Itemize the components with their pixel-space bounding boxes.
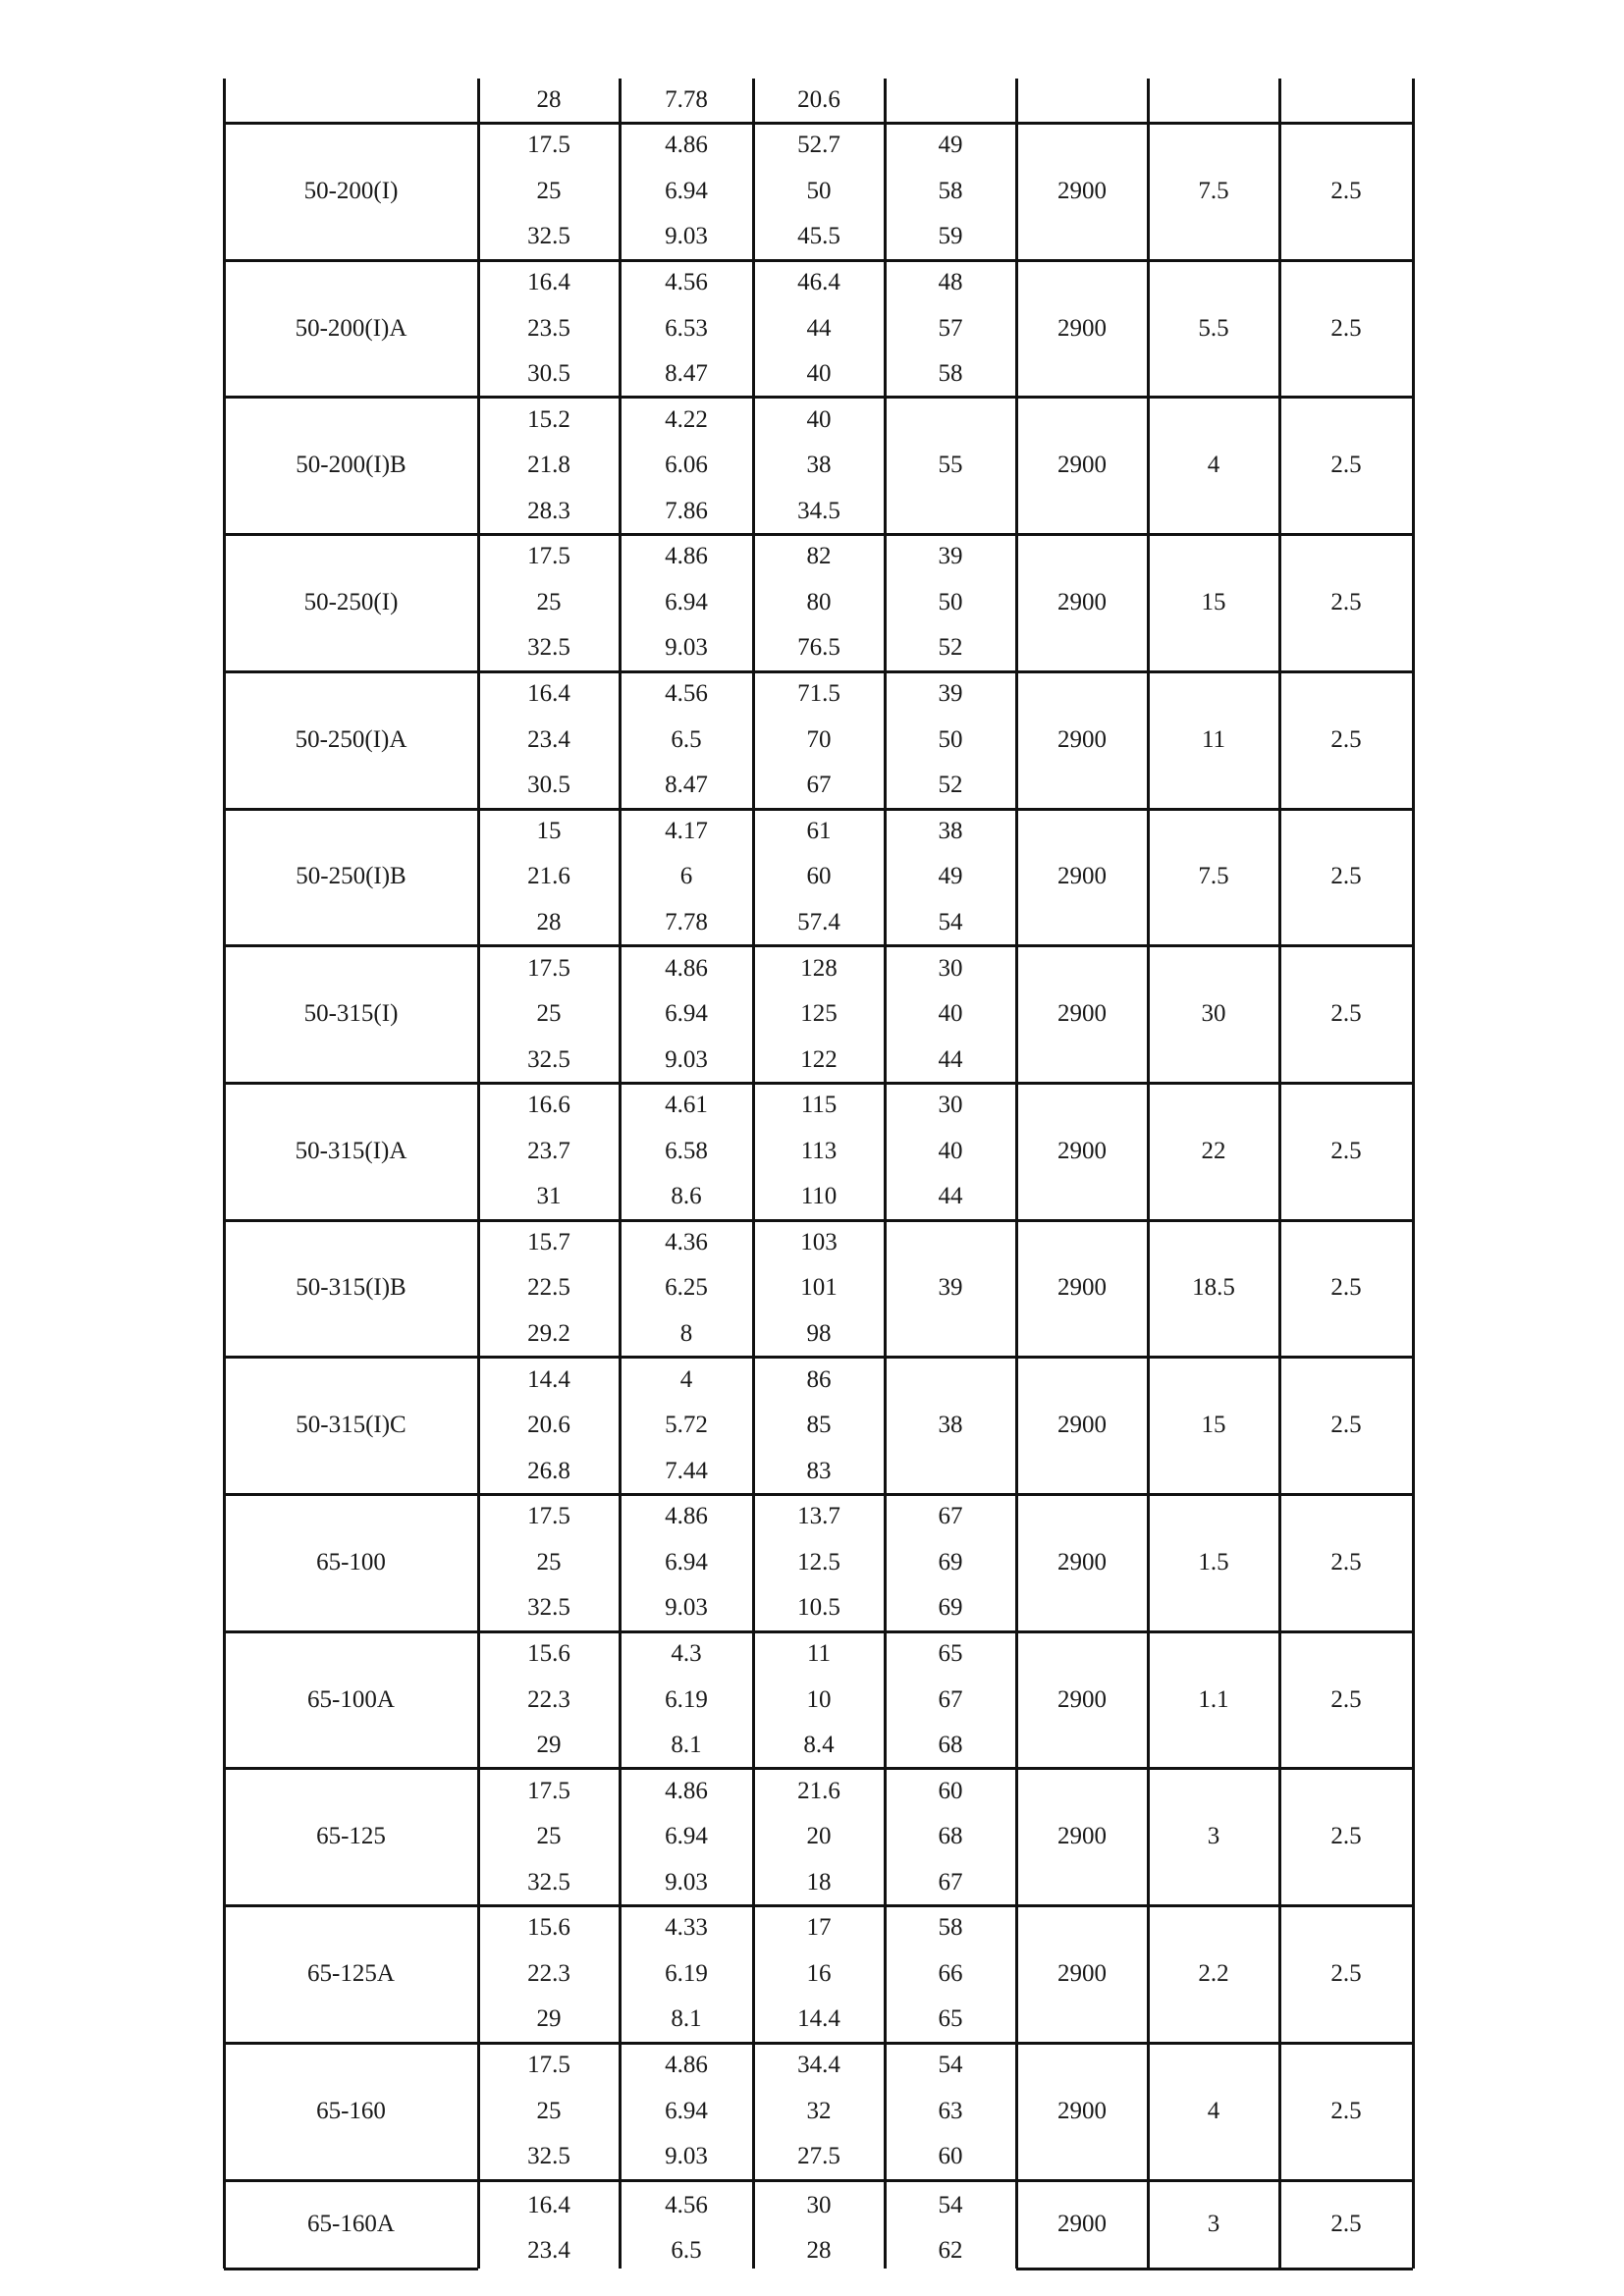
power-cell: 1.5: [1198, 1548, 1229, 1575]
flow-m3h-cell: 17.5: [527, 543, 570, 570]
flow-ls-cell: 4.86: [665, 1503, 708, 1530]
flow-m3h-cell: 16.4: [527, 2191, 570, 2218]
speed-cell: 2900: [1057, 1000, 1107, 1028]
head-cell: 10.5: [797, 1594, 840, 1622]
flow-ls-cell: 8.47: [665, 772, 708, 799]
flow-ls-cell: 9.03: [665, 1868, 708, 1896]
flow-ls-cell: 7.78: [665, 908, 708, 935]
head-cell: 38: [806, 452, 832, 479]
column-divider: [619, 79, 622, 2269]
flow-ls-cell: 4.36: [665, 1228, 708, 1255]
flow-ls-cell: 6.25: [665, 1274, 708, 1302]
flow-m3h-cell: 32.5: [527, 223, 570, 250]
power-cell: 4: [1207, 2097, 1220, 2124]
flow-m3h-cell: 25: [536, 1823, 562, 1850]
flow-m3h-cell: 29.2: [527, 1319, 570, 1347]
flow-ls-cell: 4.56: [665, 680, 708, 708]
column-divider: [884, 79, 887, 2269]
flow-ls-cell: 6.94: [665, 1823, 708, 1850]
flow-ls-cell: 4.86: [665, 954, 708, 982]
column-divider: [1015, 79, 1018, 2269]
speed-cell: 2900: [1057, 1137, 1107, 1164]
flow-ls-cell: 4.86: [665, 132, 708, 159]
power-cell: 22: [1201, 1137, 1226, 1164]
power-cell: 30: [1201, 1000, 1226, 1028]
flow-m3h-cell: 30.5: [527, 772, 570, 799]
head-cell: 13.7: [797, 1503, 840, 1530]
efficiency-cell: 55: [938, 452, 963, 479]
head-cell: 27.5: [797, 2143, 840, 2170]
head-cell: 113: [800, 1137, 838, 1164]
flow-m3h-cell: 17.5: [527, 954, 570, 982]
efficiency-cell: 54: [938, 908, 963, 935]
flow-m3h-cell: 20.6: [527, 1412, 570, 1439]
npsh-cell: 2.5: [1330, 2097, 1362, 2124]
flow-ls-cell: 7.44: [665, 1457, 708, 1484]
head-cell: 67: [806, 772, 832, 799]
efficiency-cell: 49: [938, 863, 963, 890]
efficiency-cell: 69: [938, 1594, 963, 1622]
efficiency-cell: 58: [938, 360, 963, 388]
flow-m3h-cell: 15.6: [527, 1914, 570, 1942]
efficiency-cell: 60: [938, 2143, 963, 2170]
flow-m3h-cell: 32.5: [527, 634, 570, 662]
flow-m3h-cell: 14.4: [527, 1365, 570, 1393]
head-cell: 61: [806, 817, 832, 844]
head-cell: 20: [806, 1823, 832, 1850]
flow-ls-cell: 4.56: [665, 2191, 708, 2218]
flow-ls-cell: 6.19: [665, 1685, 708, 1713]
efficiency-cell: 48: [938, 269, 963, 296]
flow-m3h-cell: 15.6: [527, 1640, 570, 1668]
head-cell: 40: [806, 360, 832, 388]
efficiency-cell: 44: [938, 1045, 963, 1073]
efficiency-cell: 49: [938, 132, 963, 159]
power-cell: 5.5: [1198, 314, 1229, 342]
efficiency-cell: 63: [938, 2097, 963, 2124]
row-divider: [224, 944, 1413, 947]
column-divider: [223, 79, 226, 2269]
head-cell: 71.5: [797, 680, 840, 708]
flow-ls-cell: 4.22: [665, 405, 708, 433]
flow-ls-cell: 7.86: [665, 497, 708, 524]
flow-m3h-cell: 29: [536, 1732, 562, 1759]
flow-m3h-cell: 15: [536, 817, 562, 844]
efficiency-cell: 54: [938, 2191, 963, 2218]
model-cell: 50-200(I)A: [295, 314, 407, 342]
power-cell: 4: [1207, 452, 1220, 479]
speed-cell: 2900: [1057, 177, 1107, 204]
power-cell: 3: [1207, 2210, 1220, 2237]
efficiency-cell: 67: [938, 1868, 963, 1896]
flow-ls-cell: 9.03: [665, 2143, 708, 2170]
efficiency-cell: 50: [938, 588, 963, 615]
power-cell: 11: [1201, 725, 1226, 753]
npsh-cell: 2.5: [1330, 1000, 1362, 1028]
speed-cell: 2900: [1057, 452, 1107, 479]
npsh-cell: 2.5: [1330, 863, 1362, 890]
head-cell: 32: [806, 2097, 832, 2124]
model-cell: 50-315(I)B: [296, 1274, 406, 1302]
head-cell: 76.5: [797, 634, 840, 662]
head-cell: 11: [806, 1640, 832, 1668]
speed-cell: 2900: [1057, 1959, 1107, 1987]
head-cell: 10: [806, 1685, 832, 1713]
flow-m3h-cell: 22.5: [527, 1274, 570, 1302]
flow-ls-cell: 8.1: [671, 2005, 702, 2033]
head-cell: 17: [806, 1914, 832, 1942]
power-cell: 15: [1201, 1412, 1226, 1439]
flow-ls-cell: 7.78: [665, 86, 708, 113]
flow-m3h-cell: 32.5: [527, 1045, 570, 1073]
efficiency-cell: 52: [938, 634, 963, 662]
row-divider: [224, 1630, 1413, 1633]
flow-ls-cell: 6.94: [665, 1548, 708, 1575]
power-cell: 3: [1207, 1823, 1220, 1850]
row-divider: [224, 1767, 1413, 1770]
head-cell: 20.6: [797, 86, 840, 113]
head-cell: 101: [800, 1274, 838, 1302]
flow-ls-cell: 4.17: [665, 817, 708, 844]
power-cell: 18.5: [1192, 1274, 1235, 1302]
model-cell: 50-200(I): [303, 177, 399, 204]
flow-ls-cell: 8.47: [665, 360, 708, 388]
flow-m3h-cell: 28: [536, 908, 562, 935]
efficiency-cell: 66: [938, 1959, 963, 1987]
flow-m3h-cell: 16.4: [527, 269, 570, 296]
row-divider: [224, 2179, 1413, 2182]
flow-m3h-cell: 28.3: [527, 497, 570, 524]
power-cell: 1.1: [1198, 1685, 1229, 1713]
head-cell: 46.4: [797, 269, 840, 296]
head-cell: 16: [806, 1959, 832, 1987]
speed-cell: 2900: [1057, 1274, 1107, 1302]
efficiency-cell: 39: [938, 680, 963, 708]
speed-cell: 2900: [1057, 725, 1107, 753]
column-divider: [1412, 79, 1415, 2269]
flow-ls-cell: 5.72: [665, 1412, 708, 1439]
efficiency-cell: 58: [938, 177, 963, 204]
npsh-cell: 2.5: [1330, 588, 1362, 615]
flow-ls-cell: 6.19: [665, 1959, 708, 1987]
model-cell: 50-315(I)C: [296, 1412, 406, 1439]
flow-m3h-cell: 23.4: [527, 2237, 570, 2264]
head-cell: 103: [800, 1228, 838, 1255]
column-divider: [477, 79, 480, 2269]
flow-m3h-cell: 28: [536, 86, 562, 113]
model-cell: 65-160: [316, 2097, 386, 2124]
head-cell: 18: [806, 1868, 832, 1896]
efficiency-cell: 38: [938, 1412, 963, 1439]
model-cell: 50-250(I): [303, 588, 399, 615]
speed-cell: 2900: [1057, 1685, 1107, 1713]
npsh-cell: 2.5: [1330, 452, 1362, 479]
head-cell: 83: [806, 1457, 832, 1484]
flow-m3h-cell: 31: [536, 1183, 562, 1210]
row-divider: [224, 1356, 1413, 1359]
table-bottom-border: [224, 2268, 478, 2270]
flow-ls-cell: 6.94: [665, 2097, 708, 2124]
npsh-cell: 2.5: [1330, 1137, 1362, 1164]
speed-cell: 2900: [1057, 314, 1107, 342]
head-cell: 52.7: [797, 132, 840, 159]
row-divider: [224, 259, 1413, 262]
flow-ls-cell: 9.03: [665, 223, 708, 250]
flow-ls-cell: 6.5: [671, 2237, 702, 2264]
efficiency-cell: 39: [938, 1274, 963, 1302]
efficiency-cell: 50: [938, 725, 963, 753]
efficiency-cell: 30: [938, 954, 963, 982]
head-cell: 44: [806, 314, 832, 342]
head-cell: 45.5: [797, 223, 840, 250]
flow-m3h-cell: 15.7: [527, 1228, 570, 1255]
flow-ls-cell: 4.86: [665, 543, 708, 570]
speed-cell: 2900: [1057, 863, 1107, 890]
flow-m3h-cell: 17.5: [527, 1777, 570, 1804]
flow-m3h-cell: 32.5: [527, 1594, 570, 1622]
flow-m3h-cell: 23.7: [527, 1137, 570, 1164]
model-cell: 50-315(I)A: [295, 1137, 407, 1164]
npsh-cell: 2.5: [1330, 1548, 1362, 1575]
head-cell: 125: [800, 1000, 838, 1028]
flow-m3h-cell: 21.8: [527, 452, 570, 479]
speed-cell: 2900: [1057, 1823, 1107, 1850]
efficiency-cell: 62: [938, 2237, 963, 2264]
flow-ls-cell: 6.06: [665, 452, 708, 479]
flow-ls-cell: 6.94: [665, 588, 708, 615]
row-divider: [224, 533, 1413, 536]
flow-ls-cell: 6.58: [665, 1137, 708, 1164]
flow-m3h-cell: 26.8: [527, 1457, 570, 1484]
flow-ls-cell: 8: [679, 1319, 693, 1347]
head-cell: 98: [806, 1319, 832, 1347]
flow-ls-cell: 4.56: [665, 269, 708, 296]
head-cell: 14.4: [797, 2005, 840, 2033]
row-divider: [224, 1904, 1413, 1907]
power-cell: 2.2: [1198, 1959, 1229, 1987]
flow-m3h-cell: 25: [536, 1000, 562, 1028]
efficiency-cell: 58: [938, 1914, 963, 1942]
model-cell: 50-250(I)B: [296, 863, 406, 890]
flow-ls-cell: 6.53: [665, 314, 708, 342]
flow-ls-cell: 4: [679, 1365, 693, 1393]
flow-m3h-cell: 21.6: [527, 863, 570, 890]
power-cell: 7.5: [1198, 177, 1229, 204]
flow-ls-cell: 9.03: [665, 1594, 708, 1622]
head-cell: 60: [806, 863, 832, 890]
efficiency-cell: 59: [938, 223, 963, 250]
model-cell: 65-125: [316, 1823, 386, 1850]
head-cell: 82: [806, 543, 832, 570]
row-divider: [224, 1219, 1413, 1222]
model-cell: 65-160A: [307, 2210, 395, 2237]
flow-m3h-cell: 16.6: [527, 1092, 570, 1119]
model-cell: 50-250(I)A: [295, 725, 407, 753]
npsh-cell: 2.5: [1330, 1412, 1362, 1439]
flow-ls-cell: 4.33: [665, 1914, 708, 1942]
table-bottom-border: [1016, 2268, 1413, 2270]
efficiency-cell: 40: [938, 1137, 963, 1164]
row-divider: [224, 1493, 1413, 1496]
row-divider: [224, 122, 1413, 125]
flow-m3h-cell: 25: [536, 1548, 562, 1575]
power-cell: 15: [1201, 588, 1226, 615]
flow-ls-cell: 9.03: [665, 1045, 708, 1073]
efficiency-cell: 60: [938, 1777, 963, 1804]
column-divider: [1278, 79, 1281, 2269]
efficiency-cell: 69: [938, 1548, 963, 1575]
head-cell: 21.6: [797, 1777, 840, 1804]
head-cell: 128: [800, 954, 838, 982]
speed-cell: 2900: [1057, 588, 1107, 615]
npsh-cell: 2.5: [1330, 314, 1362, 342]
npsh-cell: 2.5: [1330, 725, 1362, 753]
head-cell: 86: [806, 1365, 832, 1393]
head-cell: 57.4: [797, 908, 840, 935]
flow-m3h-cell: 30.5: [527, 360, 570, 388]
efficiency-cell: 38: [938, 817, 963, 844]
flow-ls-cell: 8.1: [671, 1732, 702, 1759]
head-cell: 28: [806, 2237, 832, 2264]
model-cell: 50-315(I): [303, 1000, 399, 1028]
head-cell: 70: [806, 725, 832, 753]
npsh-cell: 2.5: [1330, 2210, 1362, 2237]
flow-ls-cell: 9.03: [665, 634, 708, 662]
flow-ls-cell: 6.94: [665, 177, 708, 204]
head-cell: 40: [806, 405, 832, 433]
speed-cell: 2900: [1057, 2210, 1107, 2237]
flow-m3h-cell: 23.5: [527, 314, 570, 342]
flow-m3h-cell: 22.3: [527, 1685, 570, 1713]
flow-m3h-cell: 17.5: [527, 132, 570, 159]
efficiency-cell: 65: [938, 1640, 963, 1668]
flow-m3h-cell: 15.2: [527, 405, 570, 433]
head-cell: 110: [800, 1183, 838, 1210]
efficiency-cell: 30: [938, 1092, 963, 1119]
head-cell: 30: [806, 2191, 832, 2218]
head-cell: 8.4: [803, 1732, 835, 1759]
flow-ls-cell: 4.86: [665, 1777, 708, 1804]
flow-ls-cell: 4.3: [671, 1640, 702, 1668]
efficiency-cell: 40: [938, 1000, 963, 1028]
efficiency-cell: 67: [938, 1503, 963, 1530]
flow-m3h-cell: 25: [536, 177, 562, 204]
head-cell: 85: [806, 1412, 832, 1439]
efficiency-cell: 54: [938, 2052, 963, 2079]
flow-m3h-cell: 22.3: [527, 1959, 570, 1987]
flow-ls-cell: 4.86: [665, 2052, 708, 2079]
npsh-cell: 2.5: [1330, 1959, 1362, 1987]
flow-ls-cell: 6: [679, 863, 693, 890]
column-divider: [1147, 79, 1150, 2269]
flow-m3h-cell: 25: [536, 588, 562, 615]
flow-ls-cell: 6.5: [671, 725, 702, 753]
npsh-cell: 2.5: [1330, 1685, 1362, 1713]
flow-m3h-cell: 23.4: [527, 725, 570, 753]
flow-m3h-cell: 17.5: [527, 2052, 570, 2079]
head-cell: 122: [800, 1045, 838, 1073]
flow-ls-cell: 6.94: [665, 1000, 708, 1028]
row-divider: [224, 670, 1413, 673]
head-cell: 34.4: [797, 2052, 840, 2079]
flow-m3h-cell: 32.5: [527, 2143, 570, 2170]
speed-cell: 2900: [1057, 1412, 1107, 1439]
efficiency-cell: 68: [938, 1732, 963, 1759]
npsh-cell: 2.5: [1330, 1274, 1362, 1302]
flow-m3h-cell: 32.5: [527, 1868, 570, 1896]
speed-cell: 2900: [1057, 1548, 1107, 1575]
head-cell: 34.5: [797, 497, 840, 524]
row-divider: [224, 808, 1413, 811]
npsh-cell: 2.5: [1330, 177, 1362, 204]
efficiency-cell: 52: [938, 772, 963, 799]
column-divider: [752, 79, 755, 2269]
row-divider: [224, 2042, 1413, 2045]
head-cell: 115: [800, 1092, 838, 1119]
model-cell: 50-200(I)B: [296, 452, 406, 479]
model-cell: 65-125A: [307, 1959, 395, 1987]
efficiency-cell: 39: [938, 543, 963, 570]
flow-m3h-cell: 29: [536, 2005, 562, 2033]
flow-ls-cell: 4.61: [665, 1092, 708, 1119]
efficiency-cell: 57: [938, 314, 963, 342]
row-divider: [224, 1082, 1413, 1085]
efficiency-cell: 44: [938, 1183, 963, 1210]
head-cell: 50: [806, 177, 832, 204]
flow-m3h-cell: 17.5: [527, 1503, 570, 1530]
efficiency-cell: 67: [938, 1685, 963, 1713]
flow-ls-cell: 8.6: [671, 1183, 702, 1210]
flow-m3h-cell: 16.4: [527, 680, 570, 708]
model-cell: 65-100: [316, 1548, 386, 1575]
power-cell: 7.5: [1198, 863, 1229, 890]
row-divider: [224, 396, 1413, 399]
flow-m3h-cell: 25: [536, 2097, 562, 2124]
head-cell: 12.5: [797, 1548, 840, 1575]
efficiency-cell: 68: [938, 1823, 963, 1850]
efficiency-cell: 65: [938, 2005, 963, 2033]
model-cell: 65-100A: [307, 1685, 395, 1713]
npsh-cell: 2.5: [1330, 1823, 1362, 1850]
speed-cell: 2900: [1057, 2097, 1107, 2124]
head-cell: 80: [806, 588, 832, 615]
